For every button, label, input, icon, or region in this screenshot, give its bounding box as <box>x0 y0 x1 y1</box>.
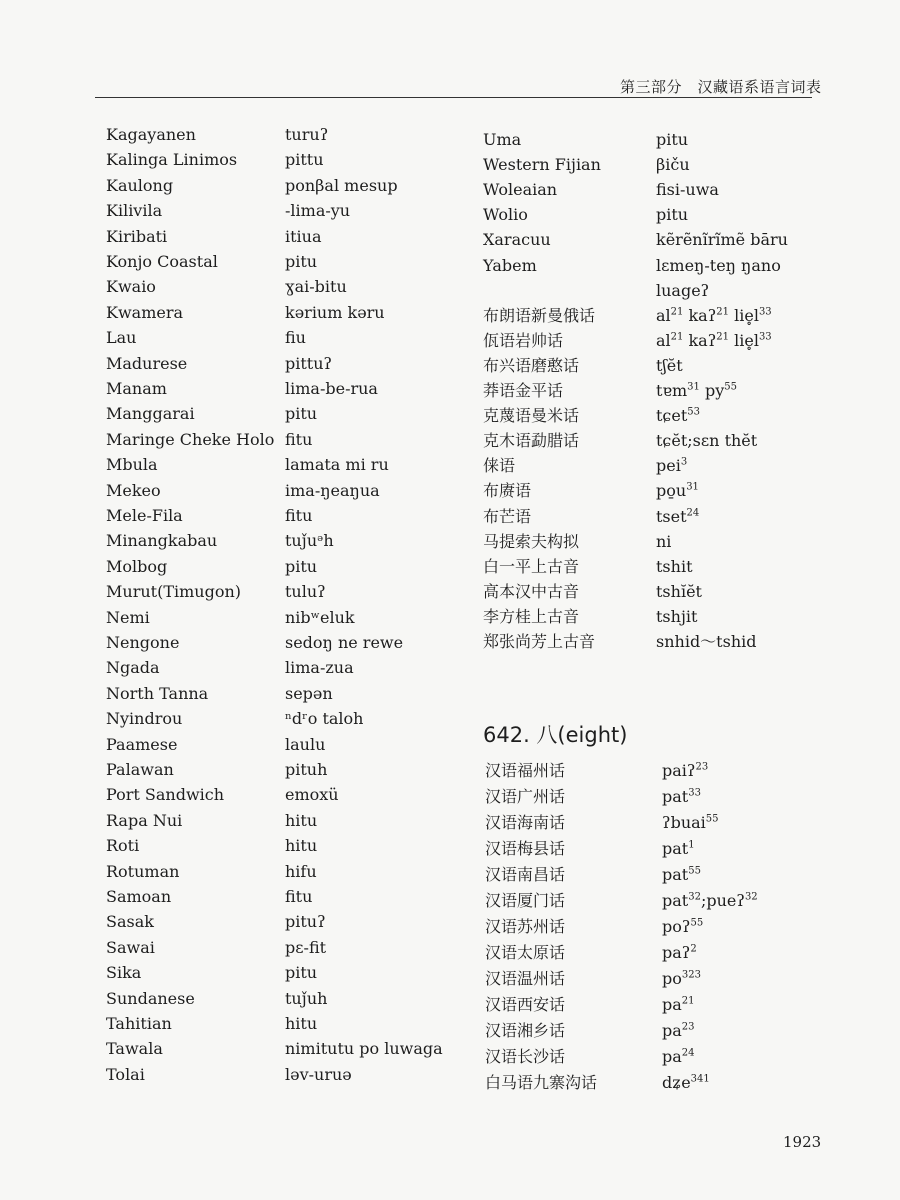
right-bottom-entry-language: 汉语广州话 <box>485 787 566 806</box>
left-entry-language: Kwamera <box>106 302 184 322</box>
left-entry-language: Sundanese <box>106 988 195 1008</box>
left-entry-language: Nemi <box>106 607 150 627</box>
left-entry-form: tuǰuh <box>285 988 328 1008</box>
right-bottom-entry-language: 汉语梅县话 <box>485 839 566 858</box>
right-top-entry-form: lɛmeŋ-teŋ ŋano <box>656 255 781 275</box>
right-bottom-entry-language: 汉语苏州话 <box>485 917 566 936</box>
left-entry-form: pitu <box>285 252 318 271</box>
left-entry-language: Minangkabau <box>106 531 218 551</box>
left-entry-form: pituh <box>285 760 328 779</box>
left-entry-form: pitu <box>285 963 318 983</box>
right-bottom-entry-form: poʔ$^{55}$ <box>662 917 704 936</box>
right-bottom-entry-language: 汉语太原话 <box>485 943 566 962</box>
left-entry-language: Sasak <box>106 912 154 932</box>
section-title: 642. 八(eight) <box>483 723 628 747</box>
right-bottom-entry-form: paiʔ$^{23}$ <box>662 761 709 780</box>
running-header: 第三部分 汉藏语系语言词表 <box>620 78 822 96</box>
left-entry-language: Molbog <box>106 556 168 576</box>
right-top-entry-form: fisi-uwa <box>656 180 719 200</box>
left-entry-form: hitu <box>285 1014 318 1033</box>
right-bottom-entry-form: dʑe$^{341}$ <box>662 1073 710 1092</box>
left-entry-language: Mbula <box>106 455 158 475</box>
right-top-entry-language: 布兴语磨憨话 <box>483 355 580 375</box>
left-entry-form: pitu <box>285 556 318 576</box>
right-top-entry-form: tɕĕt;sɛn thĕt <box>656 431 758 451</box>
right-top-entry-language: 莽语金平话 <box>483 381 564 400</box>
right-top-entry-form: luageʔ <box>656 280 710 300</box>
right-top-entry-form: tʃĕt <box>656 355 683 375</box>
right-top-entry-language: Yabem <box>483 255 537 275</box>
left-entry-language: Kiribati <box>106 226 168 246</box>
right-bottom-entry-language: 汉语海南话 <box>485 813 566 832</box>
left-entry-language: Maringe Cheke Holo <box>106 429 275 449</box>
left-entry-form: turuʔ <box>285 125 329 144</box>
right-top-entry-form: tɐm$^{31}$ $py^{55}$ <box>656 381 737 400</box>
left-entry-language: Roti <box>106 836 140 856</box>
left-entry-form: hitu <box>285 810 318 830</box>
right-bottom-entry-form: pat$^1$ <box>662 839 695 858</box>
right-bottom-entry-language: 汉语厦门话 <box>485 891 566 910</box>
left-entry-language: Lau <box>106 328 137 348</box>
left-entry-language: Konjo Coastal <box>106 252 218 271</box>
left-entry-form: ləv-uruə <box>285 1064 352 1084</box>
left-entry-form: pittu <box>285 150 324 170</box>
right-top-entry-language: 郑张尚芳上古音 <box>483 632 596 651</box>
right-top-entry-form: $po̱u^{31}$ <box>656 481 699 501</box>
left-entry-language: Port Sandwich <box>106 785 225 805</box>
left-entry-language: Tawala <box>106 1039 163 1059</box>
right-bottom-entry-language: 汉语南昌话 <box>485 865 566 884</box>
left-entry-language: Manam <box>106 379 167 398</box>
left-entry-language: Kwaio <box>106 277 156 297</box>
left-entry-form: ɣai-bitu <box>285 277 347 297</box>
right-top-entry-form: pitu <box>656 130 689 149</box>
right-top-entry-form: pei$^3$ <box>656 456 688 476</box>
left-entry-form: lamata mi ru <box>285 455 389 475</box>
right-bottom-entry-form: $pa^{24}$ <box>662 1047 695 1066</box>
left-entry-language: Paamese <box>106 734 178 754</box>
right-top-entry-language: Xaracuu <box>483 230 551 250</box>
right-top-entry-language: Woleaian <box>483 180 558 200</box>
left-entry-form: -lima-yu <box>285 201 351 221</box>
right-bottom-entry-language: 汉语长沙话 <box>485 1047 566 1066</box>
right-top-entry-form: βiču <box>656 155 690 175</box>
right-top-entry-form: tshjit <box>656 606 698 626</box>
left-entry-form: kərium kəru <box>285 302 385 322</box>
right-top-entry-form: pitu <box>656 205 689 225</box>
right-top-entry-language: 佤语岩帅话 <box>483 330 564 350</box>
left-entry-language: Murut(Timugon) <box>106 582 241 602</box>
left-entry-form: tuluʔ <box>285 582 326 602</box>
left-entry-language: Kalinga Linimos <box>106 150 238 170</box>
right-top-entry-language: 克木语勐腊话 <box>483 431 580 451</box>
right-top-entry-form: $al^{21}$ kaʔ$^{21}$ $lie̥l^{33}$ <box>656 330 772 350</box>
left-entry-form: sepən <box>285 683 333 703</box>
left-entry-form: fitu <box>285 887 313 906</box>
left-entry-form: nimitutu po luwaga <box>285 1039 443 1059</box>
left-entry-language: Rotuman <box>106 861 180 881</box>
left-entry-language: Nengone <box>106 633 180 652</box>
right-bottom-entry-form: $pa^{23}$ <box>662 1021 695 1040</box>
right-top-entry-form: tshĭĕt <box>656 581 702 601</box>
right-top-entry-language: 俫语 <box>483 456 516 476</box>
left-entry-form: fitu <box>285 506 313 525</box>
left-entry-language: Manggarai <box>106 404 195 424</box>
left-entry-language: Tahitian <box>106 1014 172 1033</box>
left-entry-language: Rapa Nui <box>106 810 183 830</box>
left-entry-form: fiu <box>285 328 306 348</box>
right-top-entry-form: $al^{21}$ kaʔ$^{21}$ $lie̥l^{33}$ <box>656 305 772 325</box>
left-entry-language: Kilivila <box>106 201 163 221</box>
right-top-entry-language: 白一平上古音 <box>483 556 580 576</box>
right-top-entry-language: 李方桂上古音 <box>483 606 580 626</box>
right-top-entry-language: Western Fijian <box>483 155 601 175</box>
left-entry-language: Samoan <box>106 887 172 906</box>
right-top-entry-language: 马提索夫构拟 <box>483 531 580 551</box>
left-entry-form: laulu <box>285 734 326 754</box>
left-entry-language: Kaulong <box>106 175 174 195</box>
left-entry-form: itiua <box>285 226 322 246</box>
right-top-entry-language: Wolio <box>483 205 528 225</box>
left-entry-language: Mele-Fila <box>106 506 183 525</box>
left-entry-form: nibʷeluk <box>285 607 355 627</box>
right-top-entry-language: 布芒语 <box>483 506 532 526</box>
left-entry-form: pittuʔ <box>285 353 333 373</box>
left-entry-language: North Tanna <box>106 683 209 703</box>
right-top-entry-form: kẽrẽnĩrĩmẽ bāru <box>656 230 788 250</box>
left-entry-language: Madurese <box>106 353 188 373</box>
left-entry-form: fitu <box>285 429 313 449</box>
left-entry-language: Mekeo <box>106 480 161 500</box>
left-entry-form: tuǰuᵊh <box>285 531 334 551</box>
left-entry-language: Tolai <box>106 1064 145 1084</box>
left-entry-form: pɛ-fit <box>285 937 327 957</box>
right-bottom-entry-language: 汉语西安话 <box>485 995 566 1014</box>
left-entry-form: hitu <box>285 836 318 856</box>
right-bottom-entry-form: $pa^{21}$ <box>662 995 695 1014</box>
right-bottom-entry-language: 汉语温州话 <box>485 969 566 988</box>
left-entry-form: pitu <box>285 404 318 424</box>
left-entry-form: ⁿdʳo taloh <box>285 709 364 729</box>
right-bottom-entry-language: 白马语九寨沟话 <box>485 1073 598 1092</box>
right-bottom-entry-form: $po^{323}$ <box>662 969 701 988</box>
right-top-entry-form: tset$^{24}$ <box>656 506 700 526</box>
left-entry-form: ponβal mesup <box>285 175 398 195</box>
right-top-entry-form: snhid～tshid <box>656 632 757 651</box>
left-entry-form: lima-zua <box>285 658 354 678</box>
right-top-entry-form: tshit <box>656 556 693 576</box>
left-entry-form: lima-be-rua <box>285 379 378 398</box>
left-entry-language: Kagayanen <box>106 125 196 144</box>
right-bottom-entry-language: 汉语湘乡话 <box>485 1021 566 1040</box>
left-entry-language: Nyindrou <box>106 709 183 729</box>
right-top-entry-language: 克蔑语曼米话 <box>483 406 580 426</box>
right-bottom-entry-form: pat$^{55}$ <box>662 865 701 884</box>
right-bottom-entry-form: pat$^{33}$ <box>662 787 701 806</box>
left-entry-language: Sawai <box>106 937 155 957</box>
left-entry-form: emoxü <box>285 785 339 805</box>
right-bottom-entry-form: paʔ$^2$ <box>662 943 697 962</box>
page-number: 1923 <box>783 1133 822 1151</box>
left-entry-language: Sika <box>106 963 142 983</box>
right-top-entry-form: ni <box>656 531 672 551</box>
left-entry-form: ima-ŋeaŋua <box>285 480 380 500</box>
right-top-entry-form: tɕet$^{53}$ <box>656 406 701 426</box>
left-entry-form: hifu <box>285 861 317 881</box>
header-rule <box>95 97 812 98</box>
left-entry-form: pituʔ <box>285 912 326 932</box>
right-bottom-entry-form: pat$^{32}$;pueʔ$^{32}$ <box>662 891 758 910</box>
right-bottom-entry-form: ʔbuai$^{55}$ <box>662 813 719 832</box>
right-top-entry-language: 布朗语新曼俄话 <box>483 305 596 325</box>
left-entry-language: Palawan <box>106 760 174 779</box>
right-top-entry-language: 高本汉中古音 <box>483 581 580 601</box>
right-bottom-entry-language: 汉语福州话 <box>485 761 566 780</box>
left-entry-language: Ngada <box>106 658 160 678</box>
left-entry-form: sedoŋ ne rewe <box>285 633 404 652</box>
right-top-entry-language: 布赓语 <box>483 481 532 501</box>
right-top-entry-language: Uma <box>483 130 522 149</box>
